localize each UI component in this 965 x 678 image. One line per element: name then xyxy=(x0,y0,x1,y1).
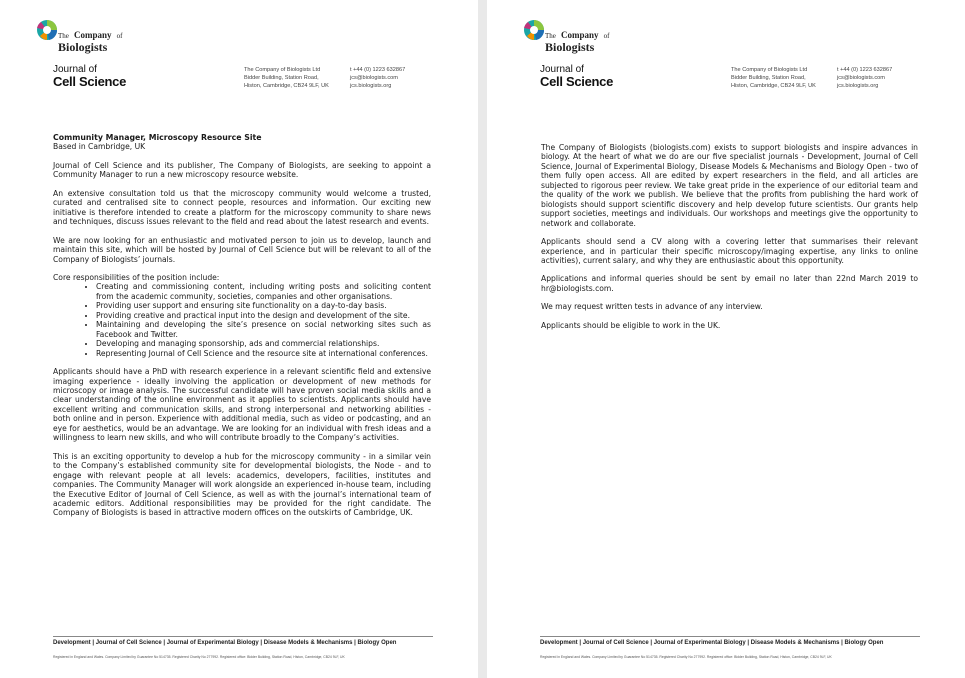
journals-footer: Development | Journal of Cell Science | Journal of Experimental Biology | Disease Models & Mechanisms | Biology Open xyxy=(540,636,920,646)
phone-number: t +44 (0) 1223 632867 xyxy=(350,67,406,73)
journals-footer: Development | Journal of Cell Science | Journal of Experimental Biology | Disease Models & Mechanisms | Biology Open xyxy=(53,636,433,646)
journal-name-line1: Journal of xyxy=(540,64,584,75)
wordmark-the: The xyxy=(545,32,556,40)
biologists-logo-mark-icon xyxy=(523,16,547,44)
address-line: Histon, Cambridge, CB24 9LF, UK xyxy=(244,83,329,89)
letter-page-1 xyxy=(0,0,478,678)
address-line: Histon, Cambridge, CB24 9LF, UK xyxy=(731,83,816,89)
body-paragraph: Journal of Cell Science and its publisher, The Company of Biologists, are seeking to appoint a Community Manager to run a new microscopy resource website. xyxy=(53,160,431,180)
letter-page-2 xyxy=(487,0,965,678)
postal-address xyxy=(731,66,816,90)
registration-fineprint: Registered in England and Wales. Company Limited by Guarantee No 514735. Registered Charity No 277992. Registered office: Bidder Building, Station Road, Histon, Cambridge, CB24 9LF, UK xyxy=(540,655,832,659)
body-paragraph: An extensive consultation told us that the microscopy community would welcome a trusted, curated and centralised site to connect people, resources and information. Our exciting new initiative is therefore intended to create a platform for the microscopy community to share news and techniques, discuss issues relevant to the field and read about the latest research and events. xyxy=(53,188,431,227)
body-paragraph: We may request written tests in advance of any interview. xyxy=(541,302,763,312)
wordmark-the: The xyxy=(58,32,69,40)
wordmark-of: of xyxy=(603,32,610,40)
list-item: • Developing and managing sponsorship, ads and commercial relationships. xyxy=(96,339,431,348)
postal-address xyxy=(244,66,329,90)
contact-details xyxy=(837,66,892,90)
body-paragraph: We are now looking for an enthusiastic and motivated person to join us to develop, launch and maintain this site, which will be hosted by Journal of Cell Science but will be relevant to all of the Company of Biologists’ journals. xyxy=(53,235,431,264)
journal-wordmark xyxy=(53,64,126,88)
address-line: The Company of Biologists Ltd xyxy=(244,67,321,73)
journal-name-line2: Cell Science xyxy=(540,74,613,89)
wordmark-company: Company xyxy=(73,30,112,40)
list-item: • Providing creative and practical input into the design and development of the site. xyxy=(96,311,431,320)
list-item: • Maintaining and developing the site’s presence on social networking sites such as Facebook and Twitter. xyxy=(96,320,431,339)
website-address: jcs.biologists.org xyxy=(350,83,392,89)
address-line: The Company of Biologists Ltd xyxy=(731,67,808,73)
body-paragraph: Applicants should send a CV along with a covering letter that summarises their relevant experience, and in particular their specific microscopy/imaging expertise, any links to online activities), current salary, and why they are enthusiastic about this opportunity. xyxy=(541,237,918,265)
responsibilities-list xyxy=(53,282,431,358)
wordmark-of: of xyxy=(116,32,123,40)
list-item: • Representing Journal of Cell Science and the resource site at international conferences. xyxy=(96,349,431,358)
publisher-wordmark xyxy=(58,28,122,53)
phone-number: t +44 (0) 1223 632867 xyxy=(837,67,893,73)
registration-fineprint: Registered in England and Wales. Company Limited by Guarantee No 514735. Registered Charity No 277992. Registered office: Bidder Building, Station Road, Histon, Cambridge, CB24 9LF, UK xyxy=(53,655,345,659)
website-address: jcs.biologists.org xyxy=(837,83,879,89)
body-paragraph: Applicants should be eligible to work in the UK. xyxy=(541,320,721,330)
responsibilities-heading: Core responsibilities of the position include: xyxy=(53,272,220,282)
body-paragraph: Applicants should have a PhD with research experience in a relevant scientific field and extensive imaging experience - ideally involving the application or development of new methods for microscopy or image analysis. The successful candidate will have proven social media skills and a clear understanding of the online environment as it applies to scientists. Applicants should have excellent writing and communication skills, and strong interpersonal and networking abilities - both online and in person. Experience with additional media, such as video or podcasting, and an eye for aesthetics, would be an advantage. We are looking for an individual with fresh ideas and a willingness to learn new skills, and who will contribute broadly to the Company’s activities. xyxy=(53,367,431,443)
journal-wordmark xyxy=(540,64,613,88)
company-of-biologists-logo xyxy=(36,16,126,56)
list-item: • Providing user support and ensuring site functionality on a day-to-day basis. xyxy=(96,301,431,310)
company-of-biologists-logo xyxy=(523,16,613,56)
email-address: jcs@biologists.com xyxy=(837,75,885,81)
body-paragraph: This is an exciting opportunity to develop a hub for the microscopy community - in a similar vein to the Company’s established community site for developmental biologists, the Node - and to engage with relevant people at all levels: academics, developers, facilities, institutes and companies. The Community Manager will work alongside an experienced in-house team, including the Executive Editor of Journal of Cell Science, as well as with the journal’s international team of academic editors. Additional responsibilities may be provided for the right candidate. The Company of Biologists is based in attractive modern offices on the outskirts of Cambridge, UK. xyxy=(53,451,431,518)
journal-name-line2: Cell Science xyxy=(53,74,126,89)
email-address: jcs@biologists.com xyxy=(350,75,398,81)
job-location: Based in Cambridge, UK xyxy=(53,142,146,152)
contact-details xyxy=(350,66,405,90)
body-paragraph: Applications and informal queries should be sent by email no later than 22nd March 2019 to hr@biologists.com. xyxy=(541,274,918,293)
address-line: Bidder Building, Station Road, xyxy=(244,75,319,81)
wordmark-biologists: Biologists xyxy=(58,40,108,54)
job-title: Community Manager, Microscopy Resource Site xyxy=(53,133,262,142)
address-line: Bidder Building, Station Road, xyxy=(731,75,806,81)
journal-name-line1: Journal of xyxy=(53,64,97,75)
biologists-logo-mark-icon xyxy=(36,16,60,44)
wordmark-company: Company xyxy=(560,30,599,40)
letter-body xyxy=(541,143,918,339)
publisher-wordmark xyxy=(545,28,609,53)
letter-body xyxy=(53,133,431,527)
wordmark-biologists: Biologists xyxy=(545,40,595,54)
list-item: • Creating and commissioning content, including writing posts and soliciting content from the academic community, societies, companies and other organisations. xyxy=(96,282,431,301)
body-paragraph: The Company of Biologists (biologists.com) exists to support biologists and inspire advances in biology. At the heart of what we do are our five specialist journals - Development, Journal of Cell Science, Journal of Experimental Biology, Disease Models & Mechanisms and Biology Open - two of them fully open access. All are edited by expert researchers in the field, and all articles are subjected to rigorous peer review. We take great pride in the experience of our editorial team and the quality of the work we publish. We believe that the profits from publishing the hard work of biologists should support scientific discovery and help develop future scientists. Our grants help support societies, meetings and individuals. Our workshops and meetings give the opportunity to network and collaborate. xyxy=(541,143,918,228)
